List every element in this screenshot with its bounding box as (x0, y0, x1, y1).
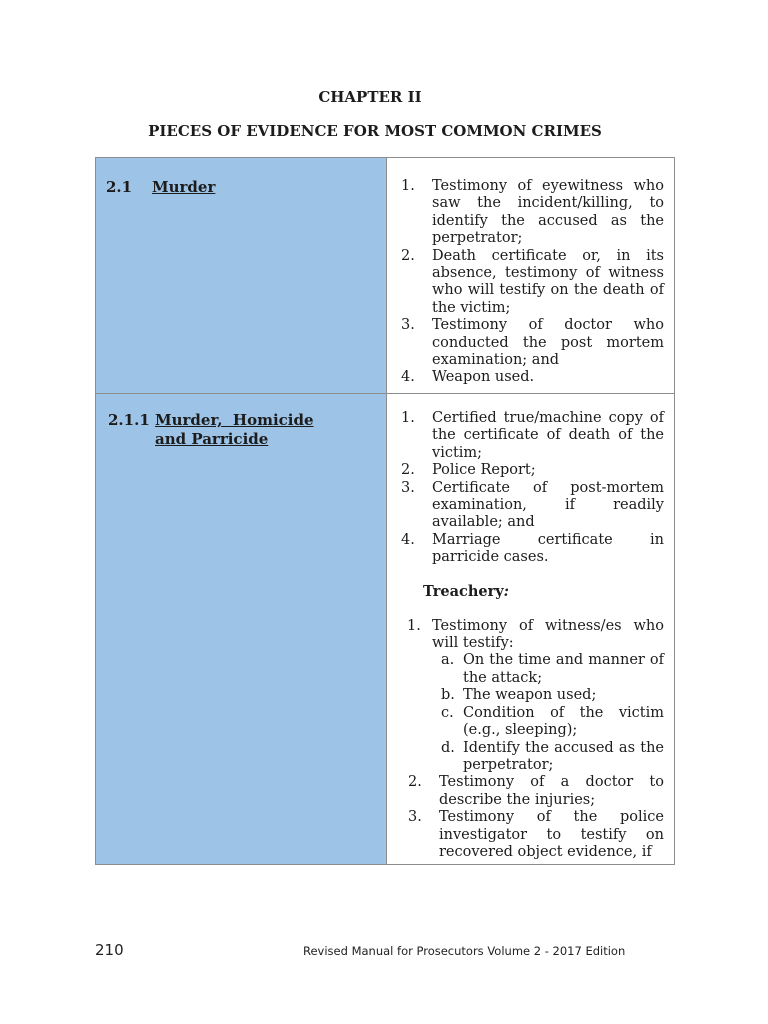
item-text: Testimony of a doctor to describe the injuries; (439, 774, 664, 808)
sub-list-item (432, 652, 664, 687)
list-item (401, 480, 664, 532)
sub-list-item (432, 740, 664, 775)
list-item (401, 532, 664, 567)
treachery-list (387, 600, 674, 862)
item-number: 4. (401, 369, 415, 386)
list-item (407, 774, 664, 809)
evidence-table (95, 157, 675, 865)
list-item (401, 410, 664, 462)
sub-list-item (432, 705, 664, 740)
section-title: Murder, Homicide (155, 411, 314, 429)
list-item (407, 618, 664, 775)
item-number: 3. (408, 809, 422, 826)
list-item (401, 369, 664, 386)
crime-cell (96, 158, 387, 394)
chapter-title: CHAPTER II (318, 88, 422, 106)
evidence-list (387, 158, 674, 387)
treachery-colon: : (503, 582, 510, 600)
evidence-cell (387, 158, 675, 394)
item-text: Death certificate or, in its absence, testimony of witness who will testify on the death of the victim; (432, 247, 664, 316)
list-item (401, 462, 664, 479)
item-text: Condition of the victim (e.g., sleeping); (463, 704, 664, 739)
treachery-heading (423, 583, 674, 600)
item-text: Certified true/machine copy of the certificate of death of the victim; (432, 410, 664, 461)
item-text: Testimony of doctor who conducted the post mortem examination; and (432, 317, 664, 369)
list-item (401, 178, 664, 248)
section-number: 2.1 (106, 178, 133, 196)
page-number: 210 (95, 941, 124, 959)
item-text: Certificate of post-mortem examination, if readily available; and (432, 479, 664, 531)
item-number: 1. (401, 410, 415, 426)
section-title-continued: and Parricide (155, 430, 269, 448)
item-number: 3. (401, 317, 415, 334)
item-number: 2. (408, 774, 422, 791)
item-number: 3. (401, 479, 415, 496)
list-item (401, 317, 664, 369)
page-heading: PIECES OF EVIDENCE FOR MOST COMMON CRIMES (148, 122, 602, 140)
section-title: Murder (152, 178, 216, 196)
table-row (96, 394, 675, 865)
table-row (96, 158, 675, 394)
list-item (407, 809, 664, 861)
item-text: Marriage certificate in parricide cases. (432, 531, 664, 566)
section-number: 2.1.1 (108, 411, 150, 429)
evidence-list (387, 394, 674, 567)
item-number: 2. (401, 247, 415, 264)
sub-list-item (432, 687, 664, 704)
item-text: On the time and manner of the attack; (463, 652, 664, 686)
item-text: Testimony of the police investigator to testify on recovered object evidence, if (439, 809, 664, 860)
item-letter: c. (441, 704, 454, 721)
crime-cell (96, 394, 387, 865)
item-letter: a. (441, 652, 455, 669)
item-letter: d. (441, 739, 455, 756)
item-text: Identify the accused as the perpetrator; (463, 739, 664, 773)
item-text: Weapon used. (432, 369, 535, 386)
item-number: 1. (401, 178, 415, 194)
item-number: 1. (407, 617, 421, 634)
item-text: Testimony of witness/es who will testify: (432, 617, 664, 652)
footer-title: Revised Manual for Prosecutors Volume 2 - 2017 Edition (303, 944, 626, 958)
treachery-label: Treachery (423, 582, 504, 600)
item-text: Police Report; (432, 462, 536, 479)
item-letter: b. (441, 687, 455, 704)
list-item (401, 248, 664, 318)
item-text: Testimony of eyewitness who saw the incident/killing, to identify the accused as the perpetrator; (432, 178, 664, 247)
sub-list (432, 652, 664, 774)
item-text: The weapon used; (463, 687, 597, 704)
item-number: 2. (401, 462, 415, 479)
evidence-cell (387, 394, 675, 865)
item-number: 4. (401, 531, 415, 548)
